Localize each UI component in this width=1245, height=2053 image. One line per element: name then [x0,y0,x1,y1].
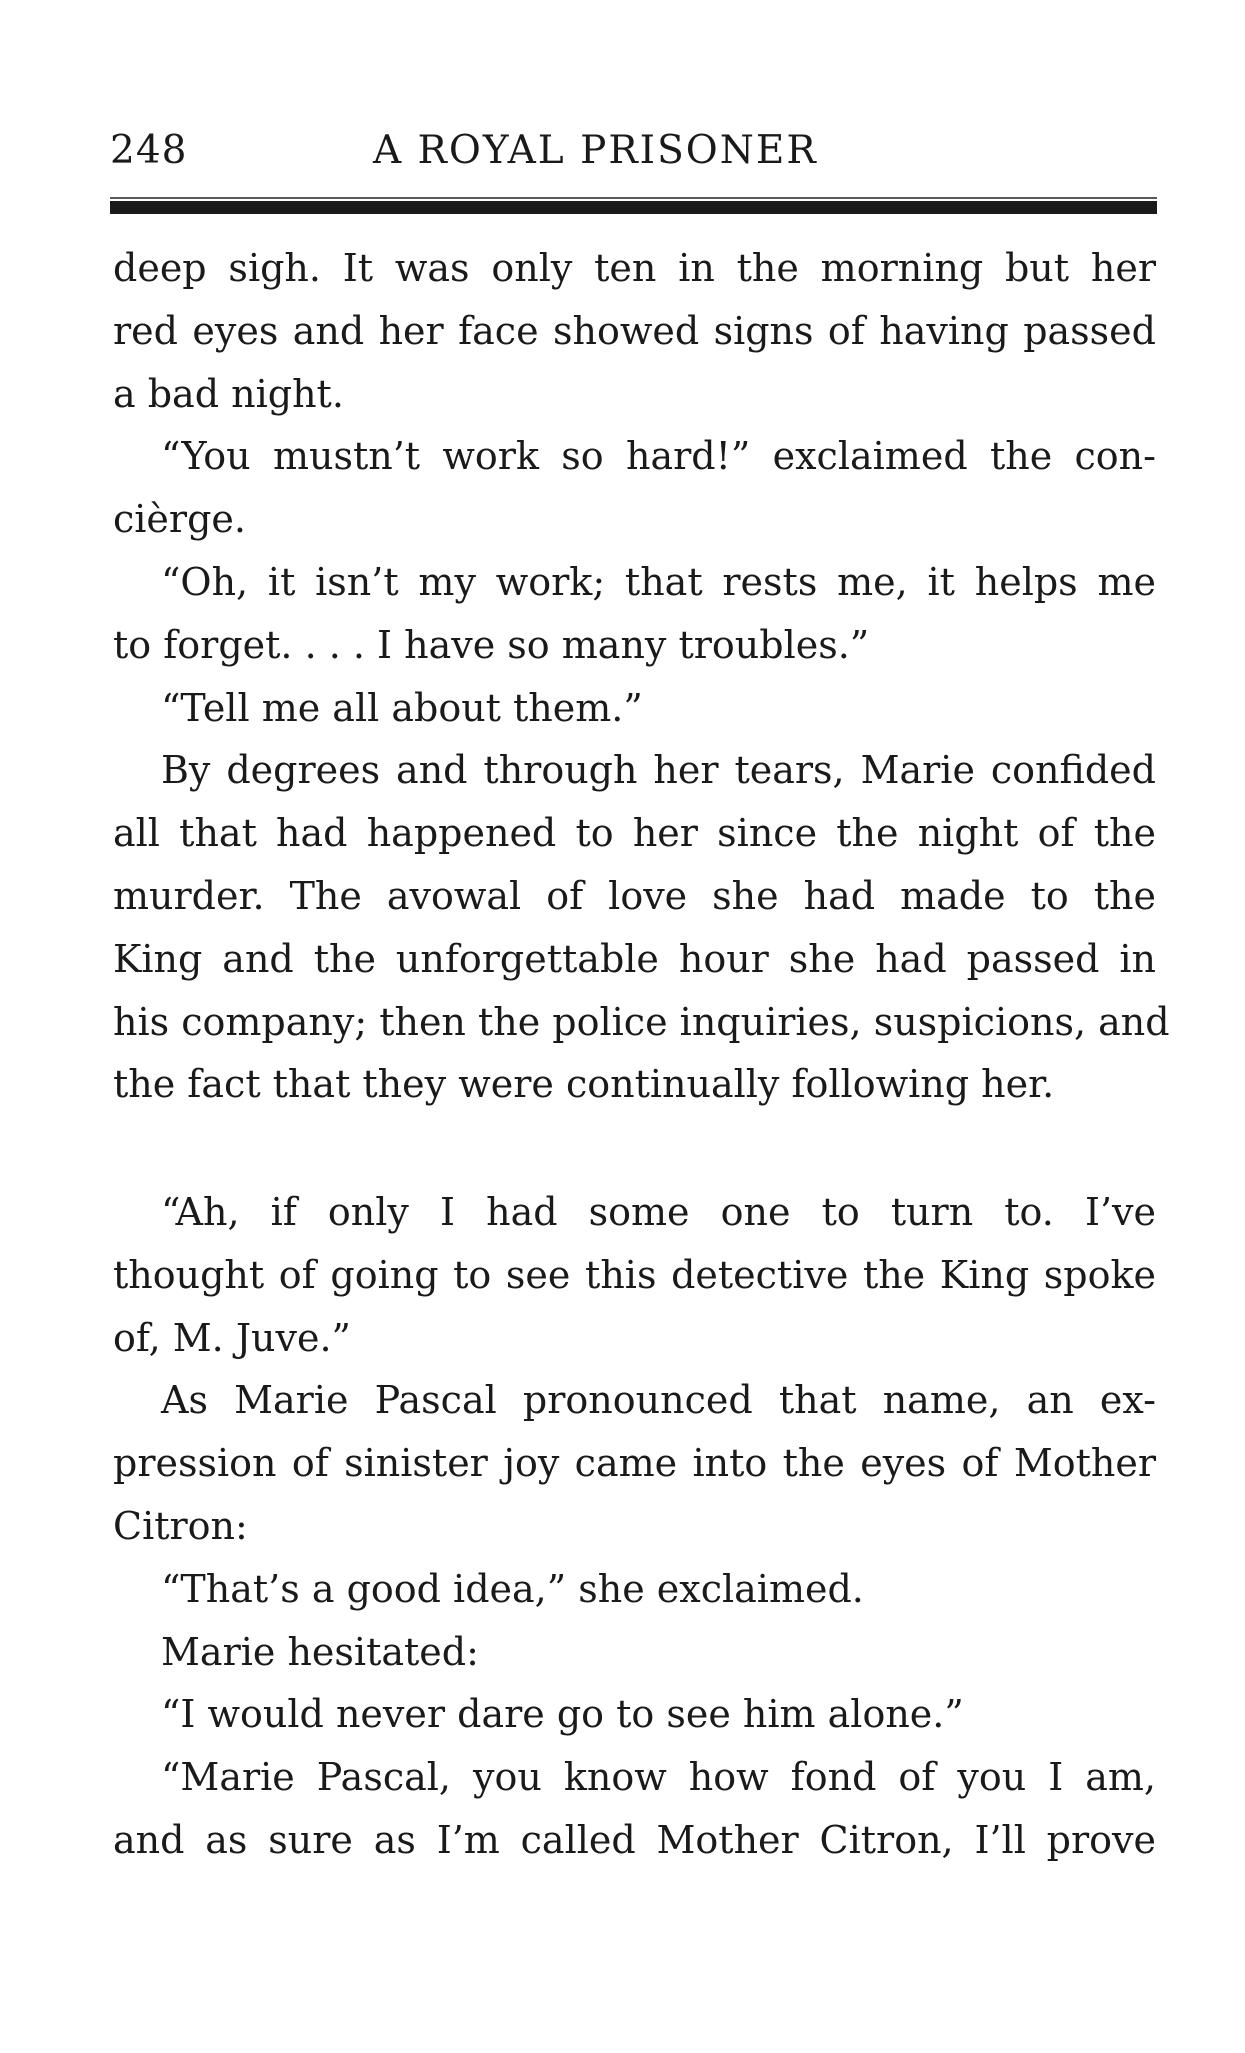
text-line: Citron: [113,1503,248,1548]
text-line: to forget. . . . I have so many troubles.” [113,622,870,667]
text-line: As Marie Pascal pronounced that name, an ex- [161,1378,1156,1423]
running-title: A ROYAL PRISONER [373,128,818,173]
text-line: Marie hesitated: [161,1629,479,1674]
text-line: a bad night. [113,371,344,416]
text-block-1 [113,237,1170,1116]
text-line: “Marie Pascal, you know how fond of you I am, [161,1755,1156,1800]
text-line: “Oh, it isn’t my work; that rests me, it helps me [161,559,1156,604]
text-line: “Ah, if only I had some one to turn to. I’ve [161,1190,1156,1234]
text-line: and as sure as I’m called Mother Citron, I’ll prove [113,1817,1156,1862]
text-block-2 [113,1181,1156,1872]
text-line: his company; then the police inquiries, suspicions, and [113,999,1170,1044]
text-line: the fact that they were continually following her. [113,1062,1055,1107]
page-number: 248 [110,128,188,173]
header-rule [110,201,1157,214]
text-line: cièrge. [113,497,246,542]
text-line: all that had happened to her since the night of the [113,811,1156,856]
text-line: pression of sinister joy came into the eyes of Mother [113,1441,1156,1486]
text-line: thought of going to see this detective the King spoke [113,1252,1156,1297]
text-line: “I would never dare go to see him alone.” [161,1692,964,1737]
running-head [110,128,1155,180]
text-line: King and the unforgettable hour she had passed in [113,936,1156,981]
text-line: of, M. Juve.” [113,1315,351,1360]
text-line: “That’s a good idea,” she exclaimed. [161,1566,864,1611]
text-line: “Tell me all about them.” [161,685,643,730]
text-line: deep sigh. It was only ten in the morning but her [113,246,1156,290]
text-line: red eyes and her face showed signs of having passed [113,308,1156,353]
text-line: “You mustn’t work so hard!” exclaimed the con- [161,434,1156,479]
text-line: By degrees and through her tears, Marie confided [161,748,1156,793]
text-line: murder. The avowal of love she had made to the [113,873,1156,918]
